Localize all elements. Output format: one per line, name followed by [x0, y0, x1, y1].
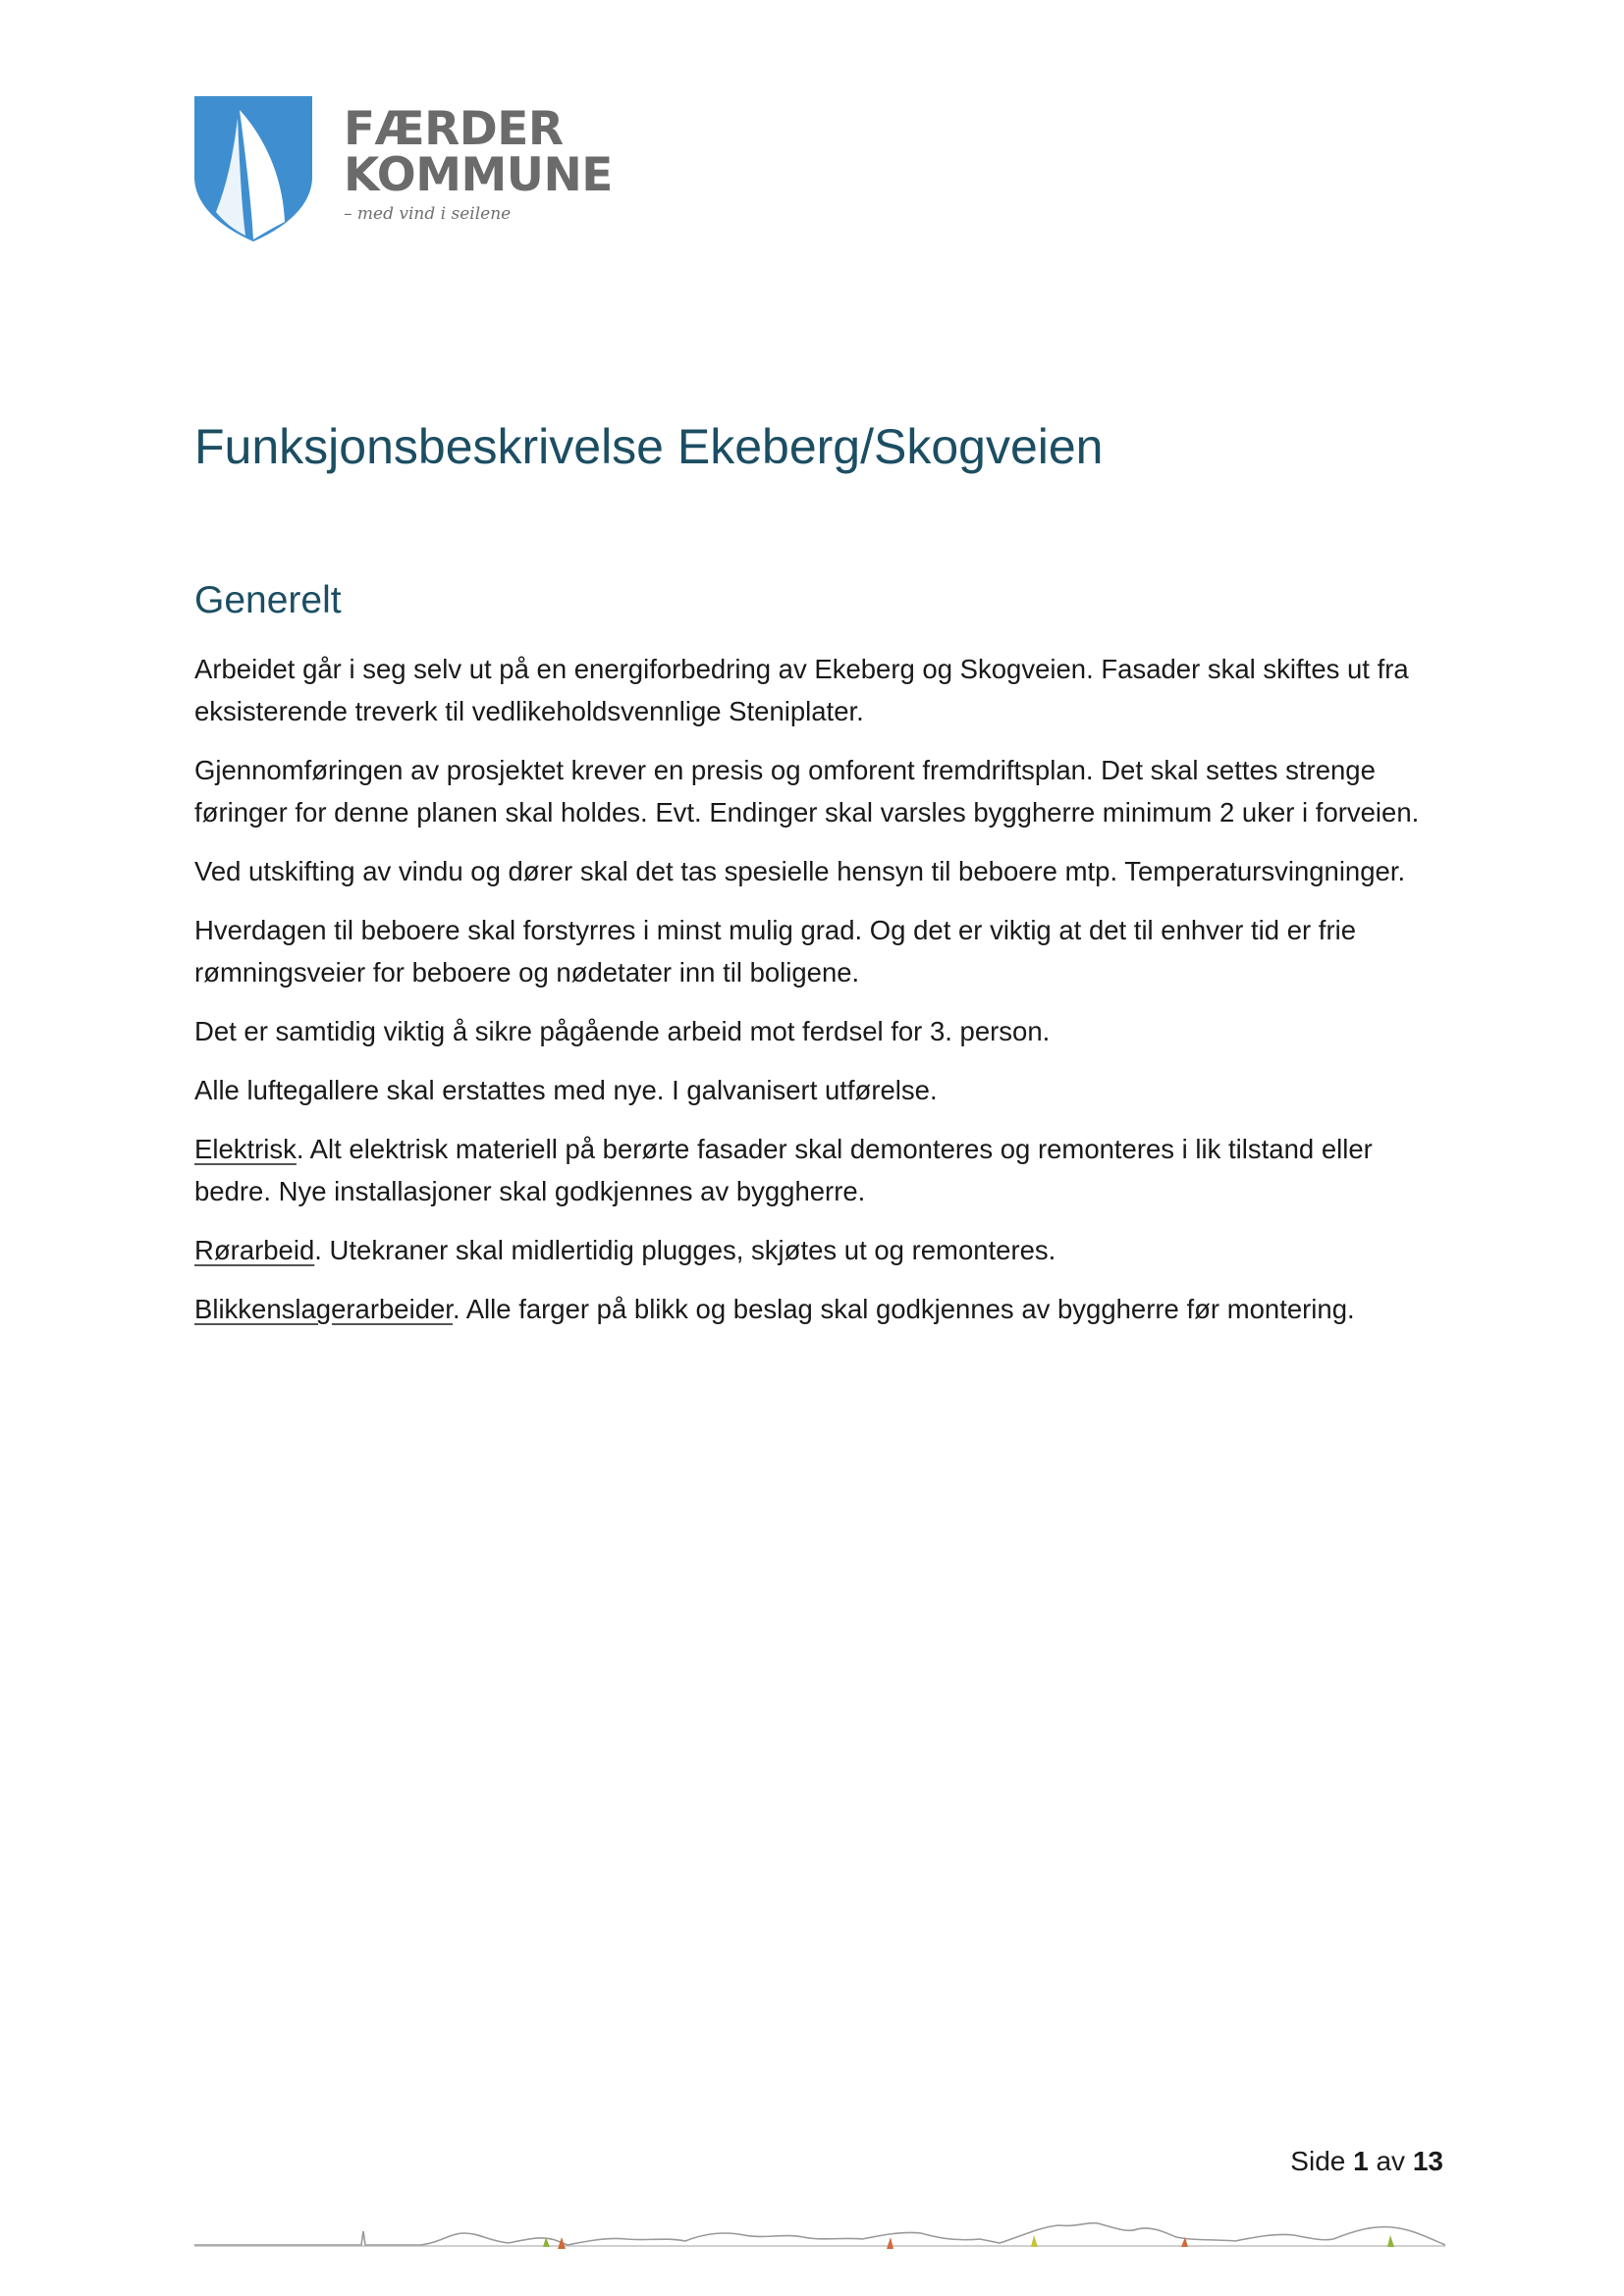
coastline-skyline-icon: [194, 2204, 1445, 2253]
paragraph-text: . Alle farger på blikk og beslag skal godkjennes av byggherre før montering.: [452, 1294, 1355, 1324]
page-separator: av: [1376, 2146, 1406, 2176]
paragraph-lead: Rørarbeid: [194, 1235, 315, 1265]
page-number: [1290, 2146, 1443, 2177]
section-heading: Generelt: [194, 579, 342, 621]
brand-text: [344, 102, 613, 224]
paragraph-text: Alle luftegallere skal erstattes med nye. I galvanisert utførelse.: [194, 1075, 938, 1105]
paragraph-text: Gjennomføringen av prosjektet krever en presis og omforent fremdriftsplan. Det skal settes strenge føringer for denne planen skal holdes. Evt. Endinger skal varsles byggherre minimum 2 uker i forveien.: [194, 755, 1420, 828]
paragraph: [194, 1069, 1451, 1111]
faerder-logo: [194, 96, 613, 241]
page-prefix: Side: [1290, 2146, 1346, 2176]
sail-crest-icon: [194, 96, 312, 241]
document-body: [194, 648, 1451, 1347]
paragraph-lead: Blikkenslagerarbeider: [194, 1294, 453, 1324]
paragraph: [194, 648, 1451, 732]
paragraph-text: Det er samtidig viktig å sikre pågående arbeid mot ferdsel for 3. person.: [194, 1016, 1051, 1046]
paragraph-text: Ved utskifting av vindu og dører skal det tas spesielle hensyn til beboere mtp. Temperatursvingninger.: [194, 856, 1406, 886]
brand-tagline: – med vind i seilene: [344, 204, 512, 224]
paragraph-text: Arbeidet går i seg selv ut på en energiforbedring av Ekeberg og Skogveien. Fasader skal skiftes ut fra eksisterende treverk til vedlikeholdsvennlige Steniplater.: [194, 654, 1409, 726]
paragraph: [194, 1010, 1451, 1052]
paragraph-text: . Alt elektrisk materiell på berørte fasader skal demonteres og remonteres i lik tilstand eller bedre. Nye installasjoner skal godkjennes av byggherre.: [194, 1134, 1373, 1206]
paragraph: [194, 749, 1451, 833]
page-total: 13: [1412, 2146, 1443, 2176]
paragraph-blikkenslager: [194, 1288, 1451, 1330]
document-title: Funksjonsbeskrivelse Ekeberg/Skogveien: [194, 419, 1104, 474]
brand-line-1: FÆRDER: [344, 102, 564, 156]
paragraph-text: Hverdagen til beboere skal forstyrres i minst mulig grad. Og det er viktig at det til enhver tid er frie rømningsveier for beboere og nødetater inn til boligene.: [194, 915, 1357, 988]
paragraph-elektrisk: [194, 1128, 1451, 1212]
page-current: 1: [1353, 2146, 1369, 2176]
paragraph-text: . Utekraner skal midlertidig plugges, skjøtes ut og remonteres.: [314, 1235, 1056, 1265]
paragraph-rorarbeid: [194, 1229, 1451, 1271]
paragraph: [194, 909, 1451, 993]
paragraph-lead: Elektrisk: [194, 1134, 297, 1164]
paragraph: [194, 850, 1451, 892]
brand-line-2: KOMMUNE: [344, 148, 613, 202]
